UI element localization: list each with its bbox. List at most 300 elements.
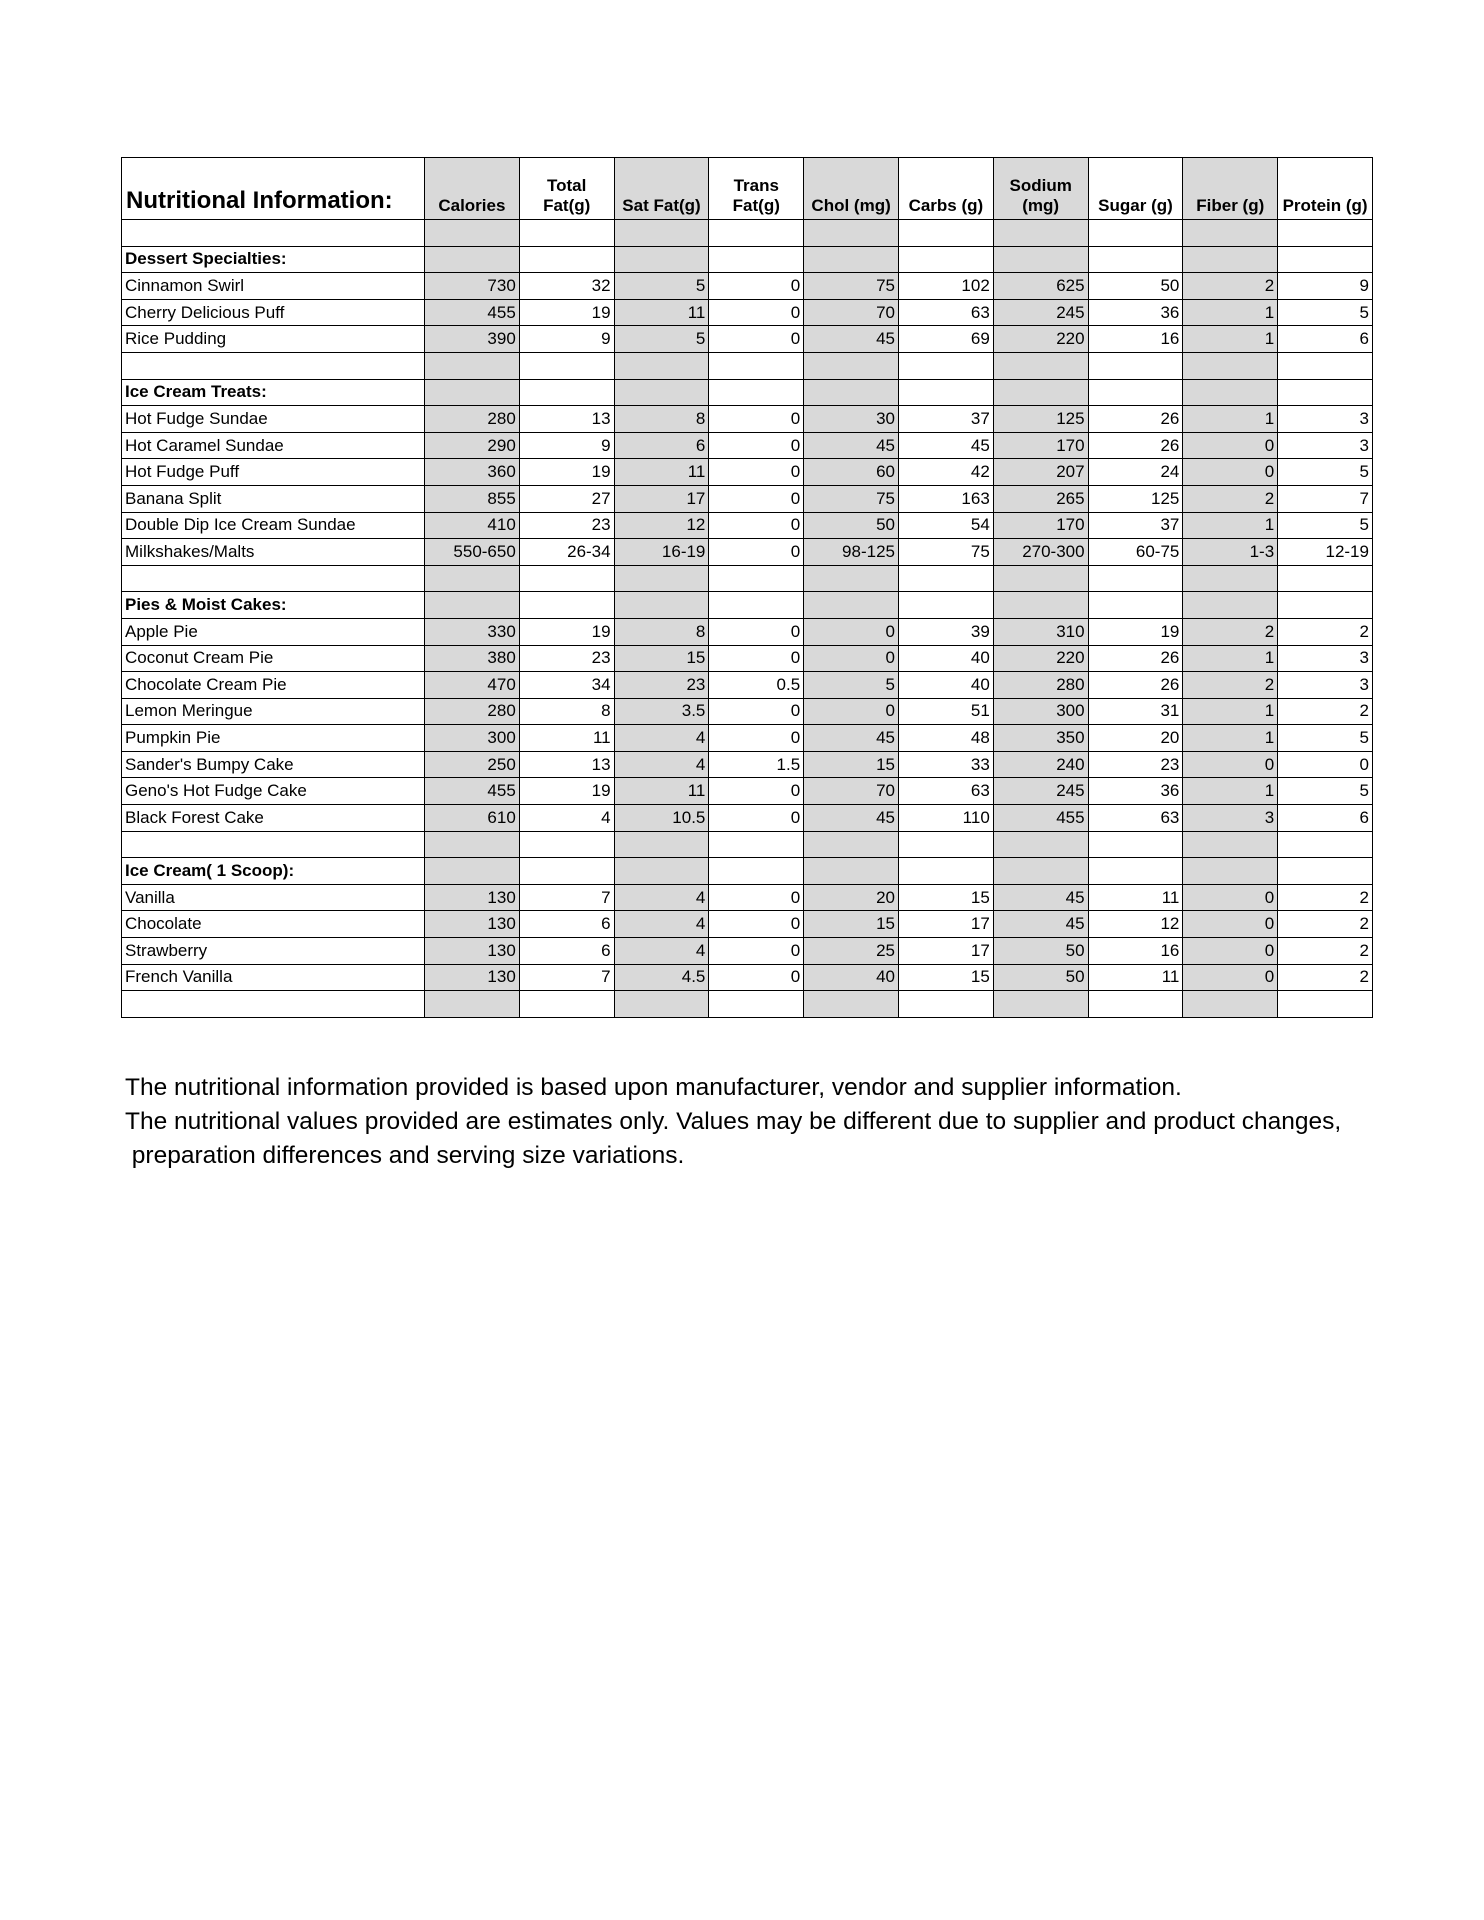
value-cell: 17 [898,938,993,965]
item-name: Chocolate Cream Pie [122,672,425,699]
blank-cell [898,565,993,592]
value-cell: 130 [425,964,520,991]
column-header-line1 [1281,177,1369,197]
value-cell: 4 [614,751,709,778]
blank-cell [709,858,804,885]
value-cell: 17 [614,485,709,512]
value-cell: 0 [709,778,804,805]
blank-cell [1088,592,1183,619]
blank-cell [614,831,709,858]
value-cell: 5 [1278,778,1373,805]
value-cell: 290 [425,432,520,459]
column-header-line2: Fat(g) [732,196,780,215]
value-cell: 45 [804,805,899,832]
value-cell: 54 [898,512,993,539]
blank-cell [425,352,520,379]
blank-cell [1088,858,1183,885]
value-cell: 23 [614,672,709,699]
value-cell: 10.5 [614,805,709,832]
value-cell: 0 [709,485,804,512]
value-cell: 0 [1183,459,1278,486]
value-cell: 0 [709,938,804,965]
value-cell: 240 [993,751,1088,778]
value-cell: 42 [898,459,993,486]
value-cell: 300 [425,725,520,752]
column-header-line1 [1092,177,1180,197]
value-cell: 855 [425,485,520,512]
column-header [993,158,1088,220]
blank-cell [804,246,899,273]
table-row [122,406,1373,433]
value-cell: 23 [519,645,614,672]
blank-cell [122,220,425,247]
value-cell: 0 [1183,964,1278,991]
value-cell: 48 [898,725,993,752]
value-cell: 4 [614,938,709,965]
value-cell: 250 [425,751,520,778]
value-cell: 2 [1278,884,1373,911]
item-name: Milkshakes/Malts [122,539,425,566]
column-header-line1 [428,177,516,197]
value-cell: 45 [993,884,1088,911]
blank-cell [1183,246,1278,273]
value-cell: 610 [425,805,520,832]
blank-cell [1088,565,1183,592]
blank-cell [614,565,709,592]
value-cell: 0 [1278,751,1373,778]
value-cell: 2 [1278,938,1373,965]
blank-cell [1088,379,1183,406]
value-cell: 0 [709,964,804,991]
value-cell: 75 [804,273,899,300]
note-line: preparation differences and serving size variations. [125,1142,685,1169]
item-name: Double Dip Ice Cream Sundae [122,512,425,539]
blank-cell [519,565,614,592]
item-name: Hot Fudge Sundae [122,406,425,433]
blank-cell [425,220,520,247]
value-cell: 0.5 [709,672,804,699]
blank-cell [1278,991,1373,1018]
value-cell: 37 [898,406,993,433]
blank-cell [1088,352,1183,379]
value-cell: 4 [614,725,709,752]
column-header-line1: Sodium [1009,176,1072,195]
value-cell: 1 [1183,406,1278,433]
blank-cell [993,352,1088,379]
value-cell: 1 [1183,326,1278,353]
value-cell: 25 [804,938,899,965]
value-cell: 245 [993,778,1088,805]
blank-cell [519,831,614,858]
value-cell: 12 [1088,911,1183,938]
table-row [122,778,1373,805]
blank-cell [993,246,1088,273]
blank-cell [1183,220,1278,247]
value-cell: 5 [804,672,899,699]
value-cell: 20 [804,884,899,911]
value-cell: 0 [709,512,804,539]
table-header-row [122,158,1373,220]
value-cell: 110 [898,805,993,832]
table-row [122,539,1373,566]
value-cell: 390 [425,326,520,353]
blank-cell [614,379,709,406]
value-cell: 2 [1278,618,1373,645]
value-cell: 33 [898,751,993,778]
value-cell: 26 [1088,432,1183,459]
table-row [122,299,1373,326]
blank-cell [1183,858,1278,885]
value-cell: 2 [1183,672,1278,699]
value-cell: 63 [898,299,993,326]
value-cell: 6 [1278,805,1373,832]
value-cell: 0 [709,911,804,938]
value-cell: 27 [519,485,614,512]
blank-cell [993,831,1088,858]
blank-cell [1183,565,1278,592]
blank-cell [1183,352,1278,379]
blank-cell [519,991,614,1018]
value-cell: 0 [1183,911,1278,938]
value-cell: 75 [804,485,899,512]
table-title: Nutritional Information: [122,158,425,220]
blank-cell [614,220,709,247]
value-cell: 5 [614,273,709,300]
section-header-row [122,379,1373,406]
blank-cell [1278,592,1373,619]
value-cell: 69 [898,326,993,353]
blank-row [122,352,1373,379]
value-cell: 2 [1183,618,1278,645]
value-cell: 6 [1278,326,1373,353]
table-row [122,485,1373,512]
value-cell: 40 [898,672,993,699]
section-header-row [122,858,1373,885]
column-header-line1 [1186,177,1274,197]
value-cell: 0 [709,299,804,326]
value-cell: 0 [709,884,804,911]
value-cell: 1-3 [1183,539,1278,566]
value-cell: 3 [1278,645,1373,672]
value-cell: 1 [1183,698,1278,725]
value-cell: 8 [519,698,614,725]
value-cell: 45 [898,432,993,459]
item-name: Geno's Hot Fudge Cake [122,778,425,805]
value-cell: 15 [614,645,709,672]
value-cell: 11 [614,299,709,326]
value-cell: 0 [709,326,804,353]
value-cell: 20 [1088,725,1183,752]
blank-cell [898,352,993,379]
blank-cell [993,220,1088,247]
column-header [804,158,899,220]
value-cell: 12 [614,512,709,539]
value-cell: 45 [993,911,1088,938]
blank-cell [425,831,520,858]
value-cell: 11 [614,778,709,805]
blank-cell [519,246,614,273]
value-cell: 60 [804,459,899,486]
blank-cell [993,565,1088,592]
note-line: The nutritional values provided are estimates only. Values may be different due to supplier and product changes, [125,1108,1342,1135]
table-row [122,725,1373,752]
value-cell: 0 [709,459,804,486]
value-cell: 170 [993,432,1088,459]
column-header-line1 [618,177,706,197]
blank-cell [425,991,520,1018]
blank-cell [804,858,899,885]
value-cell: 170 [993,512,1088,539]
value-cell: 410 [425,512,520,539]
value-cell: 0 [804,618,899,645]
blank-cell [898,831,993,858]
value-cell: 6 [519,938,614,965]
value-cell: 0 [709,432,804,459]
value-cell: 19 [519,778,614,805]
value-cell: 13 [519,406,614,433]
table-row [122,459,1373,486]
blank-cell [898,220,993,247]
column-header-line2: Fiber (g) [1196,196,1265,215]
item-name: Hot Fudge Puff [122,459,425,486]
value-cell: 45 [804,326,899,353]
blank-row [122,220,1373,247]
blank-cell [804,220,899,247]
blank-cell [1278,858,1373,885]
value-cell: 455 [425,299,520,326]
value-cell: 50 [1088,273,1183,300]
value-cell: 40 [898,645,993,672]
blank-cell [1183,831,1278,858]
item-name: Cherry Delicious Puff [122,299,425,326]
blank-cell [1278,565,1373,592]
blank-cell [898,858,993,885]
value-cell: 300 [993,698,1088,725]
value-cell: 625 [993,273,1088,300]
value-cell: 45 [804,725,899,752]
table-row [122,273,1373,300]
table-body [122,220,1373,1018]
item-name: Hot Caramel Sundae [122,432,425,459]
value-cell: 0 [1183,938,1278,965]
value-cell: 1 [1183,778,1278,805]
value-cell: 19 [519,299,614,326]
value-cell: 3 [1278,432,1373,459]
value-cell: 26-34 [519,539,614,566]
value-cell: 16-19 [614,539,709,566]
blank-cell [804,379,899,406]
value-cell: 39 [898,618,993,645]
table-row [122,432,1373,459]
blank-cell [709,246,804,273]
value-cell: 51 [898,698,993,725]
value-cell: 34 [519,672,614,699]
blank-cell [1278,352,1373,379]
blank-cell [993,592,1088,619]
blank-cell [1088,220,1183,247]
value-cell: 40 [804,964,899,991]
value-cell: 9 [519,432,614,459]
blank-cell [898,379,993,406]
disclaimer-notes [125,1071,1425,1173]
value-cell: 1 [1183,645,1278,672]
item-name: Banana Split [122,485,425,512]
table-row [122,326,1373,353]
value-cell: 70 [804,299,899,326]
blank-cell [519,352,614,379]
column-header-line2: Chol (mg) [811,196,891,215]
blank-row [122,991,1373,1018]
column-header-line1 [902,177,990,197]
value-cell: 70 [804,778,899,805]
column-header-line2: Protein (g) [1282,196,1368,215]
section-header-row [122,592,1373,619]
blank-row [122,831,1373,858]
value-cell: 13 [519,751,614,778]
value-cell: 31 [1088,698,1183,725]
value-cell: 7 [1278,485,1373,512]
blank-cell [1088,991,1183,1018]
blank-cell [1183,991,1278,1018]
value-cell: 16 [1088,938,1183,965]
value-cell: 50 [804,512,899,539]
value-cell: 60-75 [1088,539,1183,566]
value-cell: 26 [1088,672,1183,699]
blank-cell [993,991,1088,1018]
value-cell: 6 [614,432,709,459]
column-header-line1: Trans [733,176,779,195]
value-cell: 130 [425,938,520,965]
blank-cell [709,220,804,247]
value-cell: 270-300 [993,539,1088,566]
value-cell: 11 [1088,964,1183,991]
column-header [519,158,614,220]
value-cell: 19 [519,618,614,645]
value-cell: 36 [1088,299,1183,326]
blank-cell [709,352,804,379]
value-cell: 0 [709,725,804,752]
column-header-line2: Sat Fat(g) [622,196,701,215]
column-header-line1: Total [547,176,587,195]
value-cell: 1 [1183,725,1278,752]
table-row [122,672,1373,699]
value-cell: 26 [1088,645,1183,672]
table-row [122,938,1373,965]
value-cell: 7 [519,884,614,911]
value-cell: 8 [614,406,709,433]
value-cell: 2 [1278,964,1373,991]
table-row [122,751,1373,778]
value-cell: 11 [614,459,709,486]
value-cell: 15 [804,751,899,778]
blank-cell [425,246,520,273]
blank-cell [804,592,899,619]
value-cell: 130 [425,884,520,911]
item-name: Rice Pudding [122,326,425,353]
value-cell: 2 [1278,911,1373,938]
value-cell: 350 [993,725,1088,752]
value-cell: 11 [1088,884,1183,911]
column-header [614,158,709,220]
section-title: Dessert Specialties: [122,246,425,273]
value-cell: 470 [425,672,520,699]
blank-cell [1183,379,1278,406]
value-cell: 0 [709,698,804,725]
value-cell: 0 [709,273,804,300]
table-row [122,911,1373,938]
value-cell: 0 [709,618,804,645]
column-header-line2: Carbs (g) [908,196,984,215]
value-cell: 17 [898,911,993,938]
value-cell: 32 [519,273,614,300]
value-cell: 4 [614,911,709,938]
blank-cell [709,831,804,858]
blank-cell [614,352,709,379]
item-name: Vanilla [122,884,425,911]
value-cell: 1 [1183,299,1278,326]
column-header [898,158,993,220]
item-name: Lemon Meringue [122,698,425,725]
blank-cell [993,858,1088,885]
blank-cell [1088,246,1183,273]
blank-cell [519,592,614,619]
value-cell: 207 [993,459,1088,486]
value-cell: 6 [519,911,614,938]
table-row [122,698,1373,725]
blank-cell [1088,831,1183,858]
blank-cell [519,379,614,406]
value-cell: 0 [709,805,804,832]
blank-cell [709,592,804,619]
blank-cell [1278,220,1373,247]
blank-cell [1278,246,1373,273]
blank-cell [804,831,899,858]
blank-cell [614,592,709,619]
blank-cell [993,379,1088,406]
blank-cell [519,858,614,885]
value-cell: 330 [425,618,520,645]
value-cell: 5 [1278,459,1373,486]
blank-cell [1278,379,1373,406]
value-cell: 5 [1278,725,1373,752]
value-cell: 130 [425,911,520,938]
blank-cell [804,352,899,379]
value-cell: 220 [993,326,1088,353]
section-title: Ice Cream Treats: [122,379,425,406]
value-cell: 63 [898,778,993,805]
value-cell: 98-125 [804,539,899,566]
value-cell: 23 [1088,751,1183,778]
value-cell: 280 [425,406,520,433]
value-cell: 16 [1088,326,1183,353]
blank-cell [425,592,520,619]
blank-cell [122,565,425,592]
value-cell: 380 [425,645,520,672]
blank-cell [614,858,709,885]
value-cell: 45 [804,432,899,459]
blank-cell [804,991,899,1018]
table-row [122,964,1373,991]
value-cell: 125 [993,406,1088,433]
blank-cell [122,352,425,379]
item-name: Chocolate [122,911,425,938]
value-cell: 26 [1088,406,1183,433]
value-cell: 23 [519,512,614,539]
value-cell: 245 [993,299,1088,326]
value-cell: 3 [1278,406,1373,433]
value-cell: 102 [898,273,993,300]
note-line: The nutritional information provided is based upon manufacturer, vendor and supplier information. [125,1074,1182,1101]
